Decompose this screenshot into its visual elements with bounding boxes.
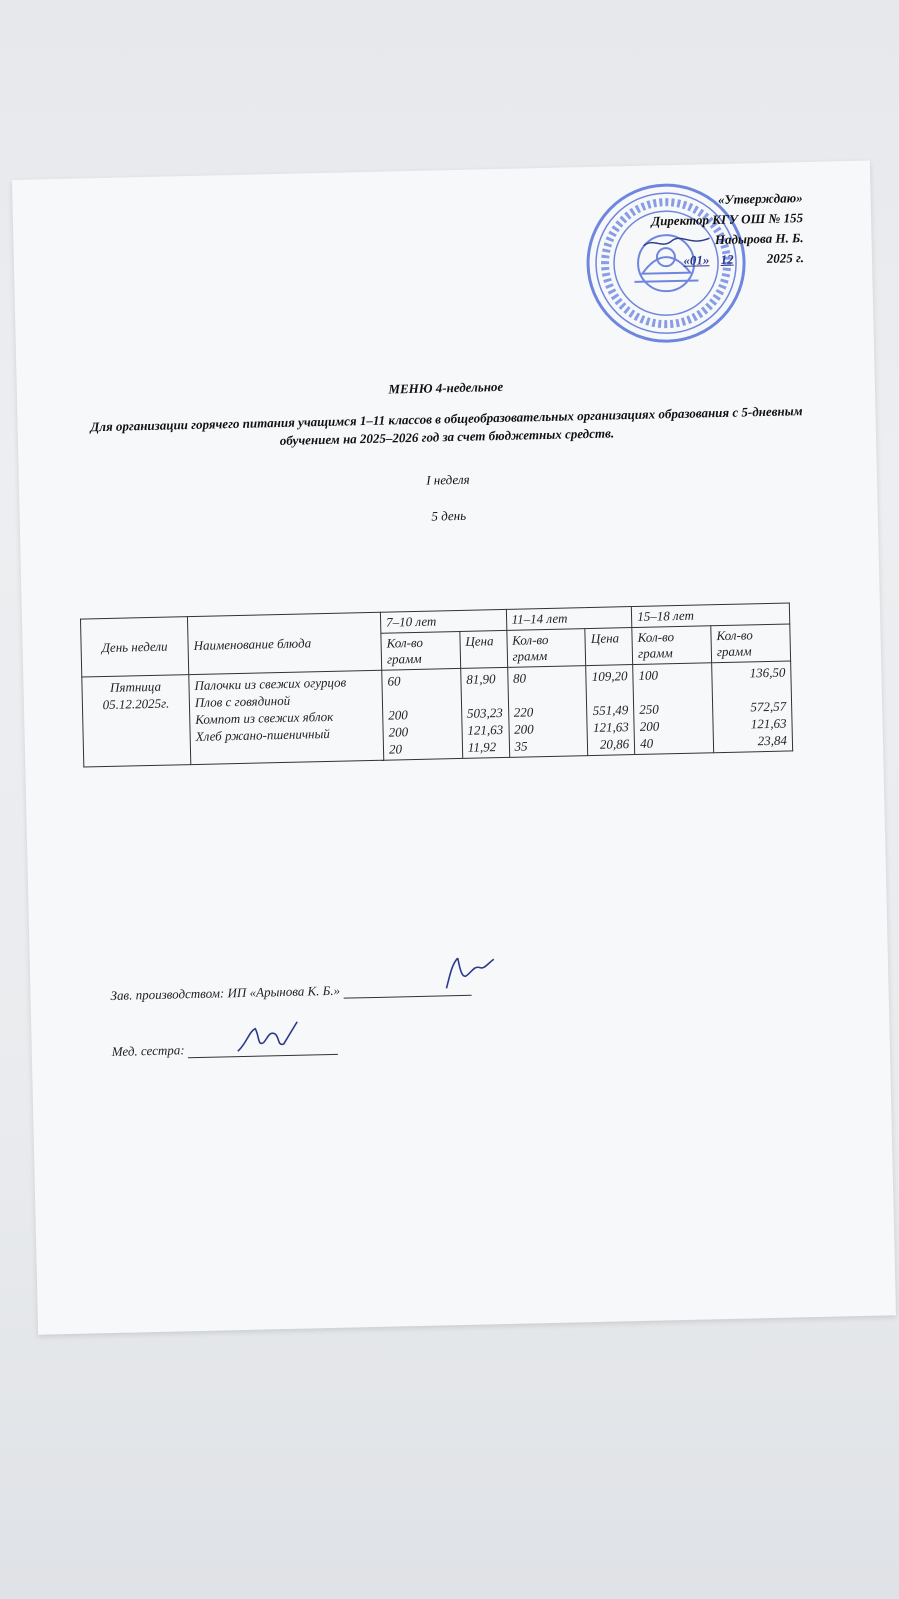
- table-row: [82, 661, 793, 767]
- approve-word: «Утверждаю»: [717, 190, 803, 207]
- dish-cell: [189, 670, 384, 764]
- subheader-cell: Кол-во грамм: [381, 631, 461, 670]
- day-name: Пятница: [109, 678, 162, 695]
- price-value: 121,63: [750, 715, 787, 732]
- subheader-cell: Кол-во грамм: [711, 624, 791, 663]
- qty-value: 250: [639, 701, 659, 717]
- nurse-label: Мед. сестра:: [111, 1042, 185, 1059]
- qty-value: 200: [388, 724, 409, 740]
- price-value: 136,50: [749, 664, 786, 681]
- price-value: 81,90: [466, 671, 496, 687]
- dish-name: Палочки из свежих огурцов: [194, 674, 347, 693]
- g3-price-cell: [712, 661, 793, 753]
- approval-date-day: «01»: [683, 252, 710, 268]
- director-title: Директор КГУ ОШ № 155: [651, 210, 804, 229]
- menu-document: [12, 161, 896, 1335]
- qty-value: 200: [388, 707, 408, 723]
- price-value: 572,57: [750, 698, 787, 715]
- qty-value: 220: [513, 704, 534, 720]
- age-group-header: 11–14 лет: [506, 607, 632, 631]
- qty-value: 200: [639, 718, 660, 734]
- qty-value: 100: [638, 667, 659, 683]
- qty-value: 20: [388, 741, 403, 757]
- price-value: 121,63: [467, 722, 504, 738]
- approval-date-year: 2025 г.: [766, 250, 805, 266]
- week-label: I неделя: [426, 471, 470, 488]
- production-signature: [440, 953, 501, 994]
- age-group-header: 7–10 лет: [380, 609, 506, 633]
- nurse-signature-row: [112, 1039, 338, 1060]
- g3-qty-cell: [633, 663, 714, 755]
- subheader-cell: Цена: [460, 630, 508, 668]
- dish-name: Плов с говядиной: [194, 692, 291, 710]
- g2-qty-cell: [507, 666, 588, 758]
- g2-price-cell: [586, 665, 635, 756]
- menu-subtitle: Для организации горячего питания учащимся 1–11 классов в общеобразовательных организациях образования с 5-дневным обучением на 2025–2026 год за счет бюджетных средств.: [90, 403, 803, 448]
- production-label: Зав. производством: ИП «Арынова К. Б.»: [110, 982, 341, 1003]
- day-label: 5 день: [431, 507, 467, 524]
- qty-value: 35: [514, 738, 528, 754]
- approval-date: [642, 248, 804, 272]
- production-signature-row: [110, 980, 471, 1004]
- approval-date-month: 12: [720, 251, 734, 267]
- col-header-dish: Наименование блюда: [187, 612, 381, 674]
- menu-title: МЕНЮ 4-недельное: [388, 378, 504, 397]
- day-date: 05.12.2025г.: [102, 695, 170, 713]
- director-name: Надырова Н. Б.: [714, 230, 804, 248]
- qty-value: 60: [387, 673, 401, 689]
- nurse-signature: [231, 1020, 302, 1062]
- g1-price-cell: [461, 667, 510, 758]
- qty-value: 40: [639, 735, 654, 751]
- price-value: 11,92: [467, 739, 497, 755]
- subheader-cell: Кол-во грамм: [632, 626, 712, 665]
- age-group-header: 15–18 лет: [631, 603, 789, 628]
- g1-qty-cell: [382, 668, 463, 760]
- price-value: 551,49: [592, 702, 629, 718]
- col-header-day: День недели: [80, 617, 188, 677]
- menu-table: [80, 602, 793, 767]
- price-value: 20,86: [599, 736, 630, 752]
- price-value: 503,23: [466, 705, 503, 721]
- subheader-cell: Кол-во грамм: [506, 629, 586, 668]
- subheader-cell: Цена: [585, 628, 633, 666]
- director-signature: [642, 234, 712, 250]
- approval-block: [641, 188, 805, 272]
- price-value: 121,63: [592, 719, 629, 735]
- price-value: 23,84: [757, 732, 788, 749]
- qty-value: 200: [513, 721, 534, 737]
- qty-value: 80: [512, 670, 527, 686]
- price-value: 109,20: [591, 668, 628, 684]
- dish-name: Хлеб ржано-пшеничный: [195, 725, 330, 744]
- dish-name: Компот из свежих яблок: [195, 708, 334, 727]
- day-cell: [82, 675, 191, 767]
